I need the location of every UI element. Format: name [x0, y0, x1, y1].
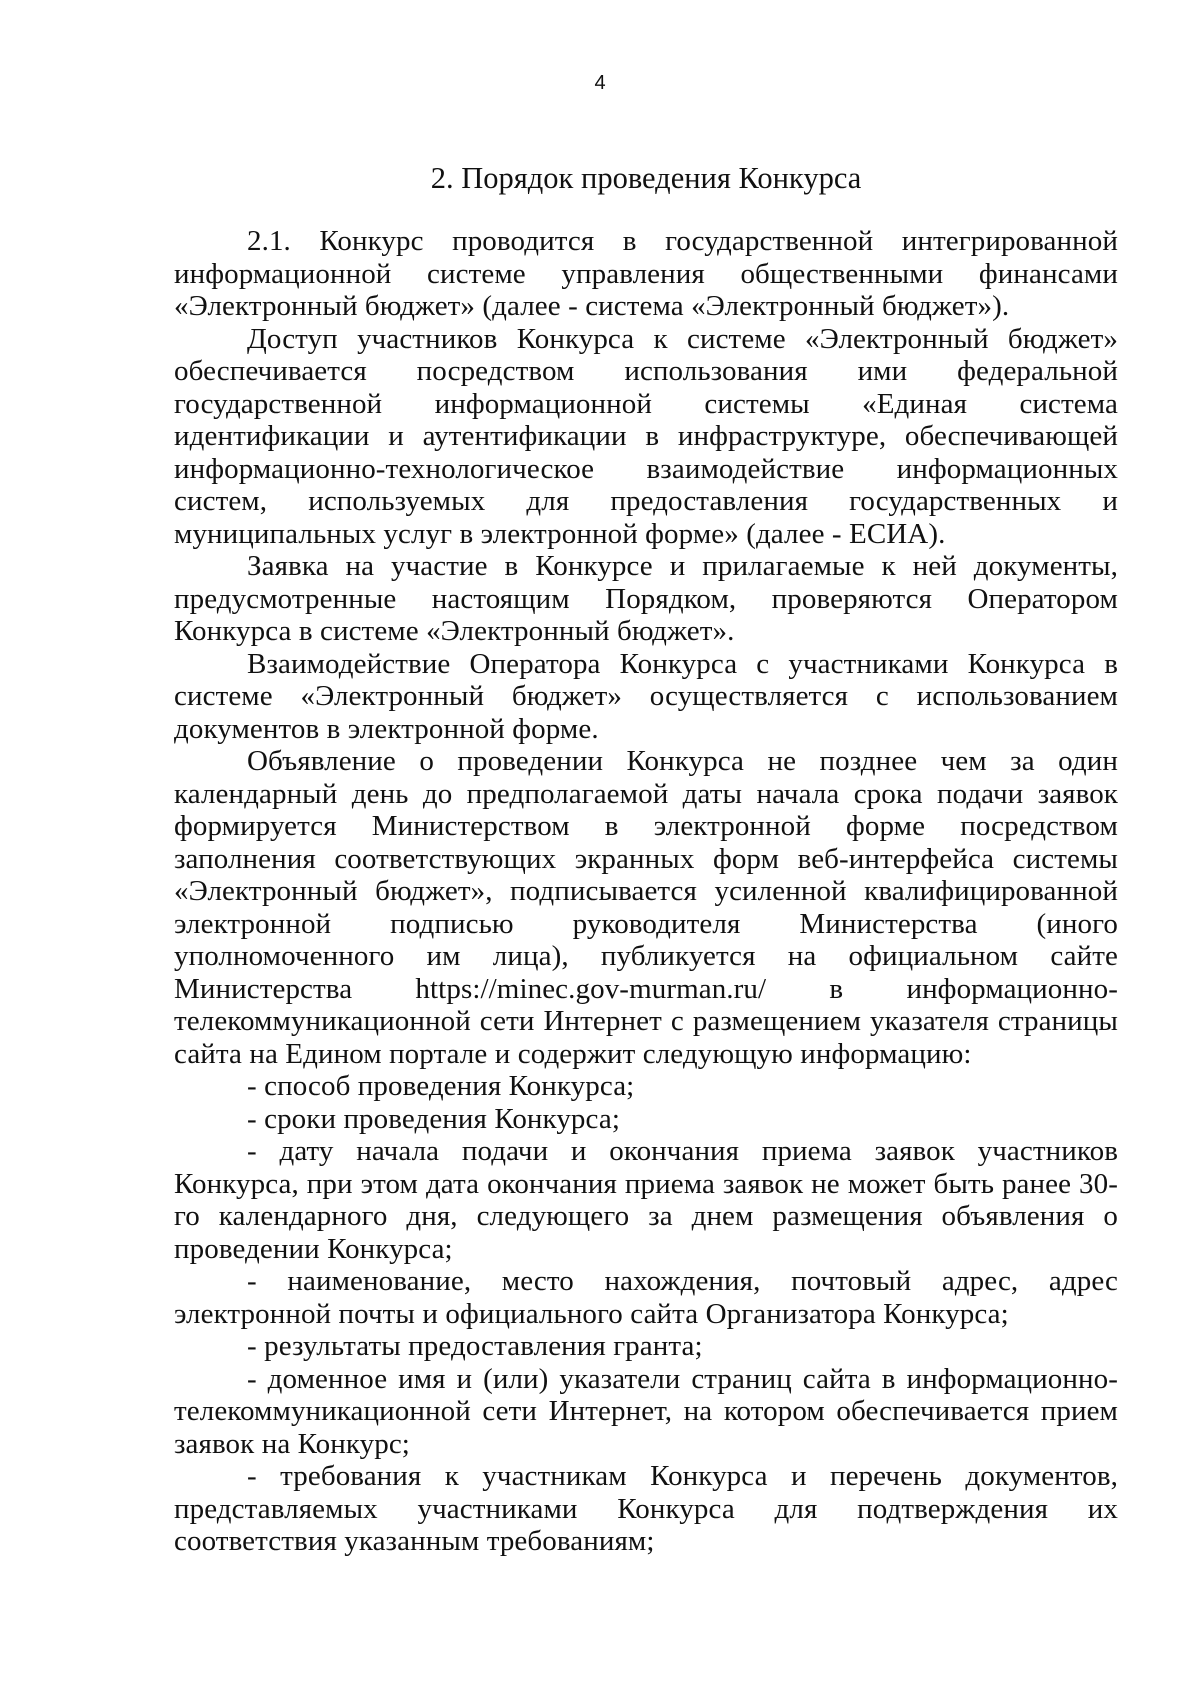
paragraph: Заявка на участие в Конкурсе и прилагаемые к ней документы, предусмотренные настоящим Порядком, проверяются Оператором Конкурса в системе «Электронный бюджет». [174, 550, 1118, 647]
list-item: - доменное имя и (или) указатели страниц сайта в информационно-телекоммуникационной сети Интернет, на котором обеспечивается прием заявок на Конкурс; [174, 1362, 1118, 1460]
paragraph: Объявление о проведении Конкурса не позднее чем за один календарный день до предполагаемой даты начала срока подачи заявок формируется Министерством в электронной форме посредством заполнения соответствующих экранных форм веб-интерфейса системы «Электронный бюджет», подписывается усиленной квалифицированной электронной подписью руководителя Министерства (иного уполномоченного им лица), публикуется на официальном сайте Министерства https://minec.gov-murman.ru/ в информационно-телекоммуникационной сети Интернет с размещением указателя страницы сайта на Едином портале и содержит следующую информацию: [174, 745, 1118, 1070]
list-item: - требования к участникам Конкурса и перечень документов, представляемых участниками Конкурса для подтверждения их соответствия указанным требованиям; [174, 1460, 1118, 1557]
list-item: - дату начала подачи и окончания приема заявок участников Конкурса, при этом дата окончания приема заявок не может быть ранее 30-го календарного дня, следующего за днем размещения объявления о проведении Конкурса; [174, 1135, 1118, 1265]
paragraph: Доступ участников Конкурса к системе «Электронный бюджет» обеспечивается посредством использования ими федеральной государственной информационной системы «Единая система идентификации и аутентификации в инфраструктуре, обеспечивающей информационно-технологическое взаимодействие информационных систем, используемых для предоставления государственных и муниципальных услуг в электронной форме» (далее - ЕСИА). [174, 322, 1118, 550]
list-item: - сроки проведения Конкурса; [247, 1102, 620, 1135]
document-body [174, 225, 1118, 1558]
list-item: - наименование, место нахождения, почтовый адрес, адрес электронной почты и официального сайта Организатора Конкурса; [174, 1265, 1118, 1330]
paragraph: Взаимодействие Оператора Конкурса с участниками Конкурса в системе «Электронный бюджет» осуществляется с использованием документов в электронной форме. [174, 647, 1118, 745]
list-item: - результаты предоставления гранта; [247, 1330, 703, 1362]
page-number: 4 [594, 72, 606, 94]
list-item: - способ проведения Конкурса; [247, 1070, 635, 1102]
section-heading: 2. Порядок проведения Конкурса [430, 161, 862, 195]
paragraph: 2.1. Конкурс проводится в государственной интегрированной информационной системе управления общественными финансами «Электронный бюджет» (далее - система «Электронный бюджет»). [174, 225, 1118, 322]
